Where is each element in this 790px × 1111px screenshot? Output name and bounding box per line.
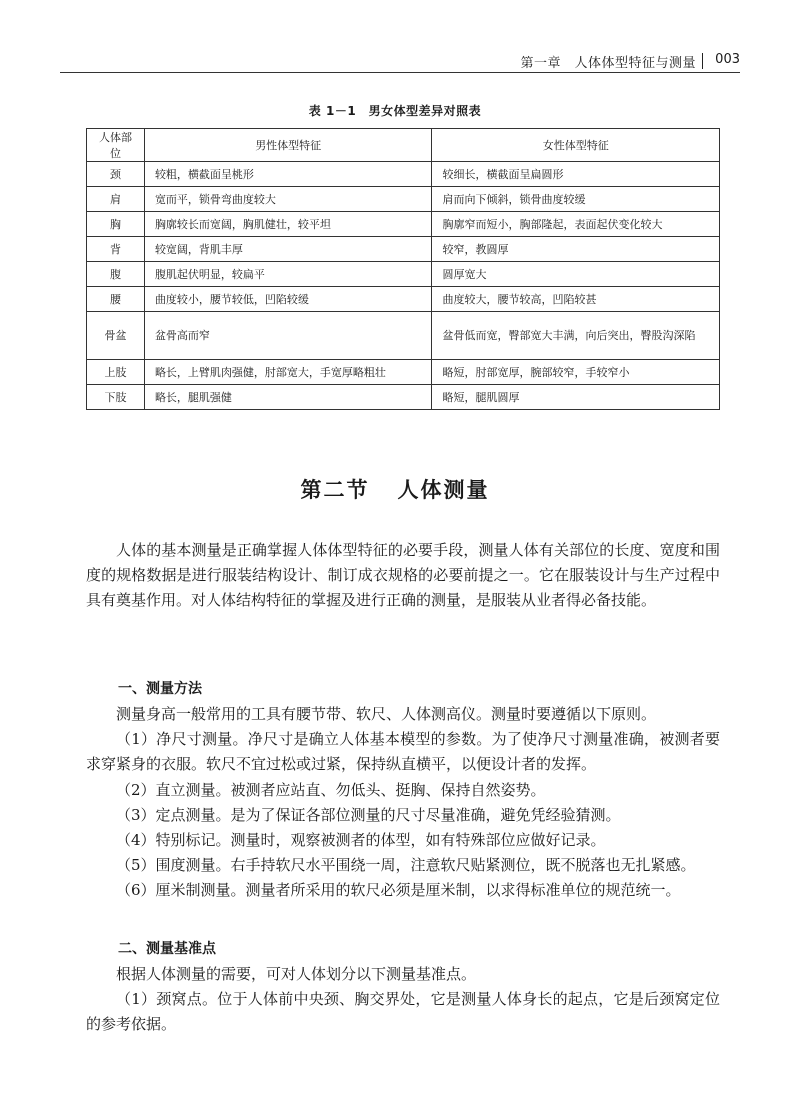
table-header-row [87,129,720,162]
cell-part: 颈 [87,162,145,187]
cell-part: 肩 [87,187,145,212]
chapter-title: 第一章 人体体型特征与测量 [520,56,696,71]
cell-male: 略长，腿肌强健 [144,385,432,410]
cell-female: 胸廓窄而短小，胸部隆起，表面起伏变化较大 [432,212,720,237]
cell-male: 曲度较小，腰节较低，凹陷较缓 [144,287,432,312]
section-number: 第二节 [300,478,370,502]
cell-male: 较宽阔，背肌丰厚 [144,237,432,262]
cell-part: 腰 [87,287,145,312]
running-header [60,52,740,72]
intro-paragraph: 人体的基本测量是正确掌握人体体型特征的必要手段，测量人体有关部位的长度、宽度和围度的规格数据是进行服装结构设计、制订成衣规格的必要前提之一。它在服装设计与生产过程中具有奠基作用。对人体结构特征的掌握及进行正确的测量，是服装从业者得必备技能。 [86,541,720,609]
cell-female: 盆骨低而宽，臀部宽大丰满，向后突出，臀股沟深陷 [432,312,720,360]
cell-male: 略长，上臂肌肉强健，肘部宽大，手宽厚略粗壮 [144,360,432,385]
table-row [87,187,720,212]
method-item: （4）特别标记。测量时，观察被测者的体型，如有特殊部位应做好记录。 [116,831,606,849]
cell-male: 较粗，横截面呈桃形 [144,162,432,187]
column-header-female: 女性体型特征 [432,129,720,162]
cell-part: 骨盆 [87,312,145,360]
page-number: 003 [715,52,740,67]
cell-part: 腹 [87,262,145,287]
comparison-table [86,128,720,410]
section-title [0,474,790,504]
cell-female: 圆厚宽大 [432,262,720,287]
cell-female: 肩而向下倾斜，锁骨曲度较缓 [432,187,720,212]
section-name: 人体测量 [397,478,490,502]
method-item: （2）直立测量。被测者应站直、勿低头、挺胸、保持自然姿势。 [116,781,546,799]
header-rule [60,72,740,73]
table-row [87,237,720,262]
table-row [87,162,720,187]
cell-male: 盆骨高而窄 [144,312,432,360]
cell-female: 略短，肘部宽厚，腕部较窄，手较窄小 [432,360,720,385]
cell-female: 较细长，横截面呈扁圆形 [432,162,720,187]
table-row [87,360,720,385]
table-row [87,212,720,237]
table-row [87,287,720,312]
table-row [87,312,720,360]
reference-item: （1）颈窝点。位于人体前中央颈、胸交界处，它是测量人体身长的起点，它是后颈窝定位的参考依据。 [86,990,720,1033]
table-caption: 表 1－1 男女体型差异对照表 [308,104,482,118]
header-separator [702,53,703,69]
cell-part: 上肢 [87,360,145,385]
reference-heading: 二、测量基准点 [118,941,216,957]
cell-male: 胸廓较长而宽阔，胸肌健壮，较平坦 [144,212,432,237]
cell-male: 宽而平，锁骨弯曲度较大 [144,187,432,212]
cell-part: 背 [87,237,145,262]
cell-part: 下肢 [87,385,145,410]
cell-part: 胸 [87,212,145,237]
method-item: （1）净尺寸测量。净尺寸是确立人体基本模型的参数。为了使净尺寸测量准确，被测者要求穿紧身的衣服。软尺不宜过松或过紧，保持纵直横平，以便设计者的发挥。 [86,730,720,773]
method-item: （3）定点测量。是为了保证各部位测量的尺寸尽量准确，避免凭经验猜测。 [116,806,621,824]
table-row [87,262,720,287]
method-item: （6）厘米制测量。测量者所采用的软尺必须是厘米制，以求得标准单位的规范统一。 [116,881,681,899]
method-lead: 测量身高一般常用的工具有腰节带、软尺、人体测高仪。测量时要遵循以下原则。 [116,705,657,723]
column-header-male: 男性体型特征 [144,129,432,162]
method-item: （5）围度测量。右手持软尺水平围绕一周，注意软尺贴紧测位，既不脱落也无扎紧感。 [116,856,696,874]
column-header-part: 人体部位 [87,129,145,162]
cell-female: 略短，腿肌圆厚 [432,385,720,410]
cell-female: 较窄，教圆厚 [432,237,720,262]
method-heading: 一、测量方法 [118,681,202,697]
table-row [87,385,720,410]
cell-male: 腹肌起伏明显，较扁平 [144,262,432,287]
reference-lead: 根据人体测量的需要，可对人体划分以下测量基准点。 [116,965,477,983]
cell-female: 曲度较大，腰节较高，凹陷较甚 [432,287,720,312]
